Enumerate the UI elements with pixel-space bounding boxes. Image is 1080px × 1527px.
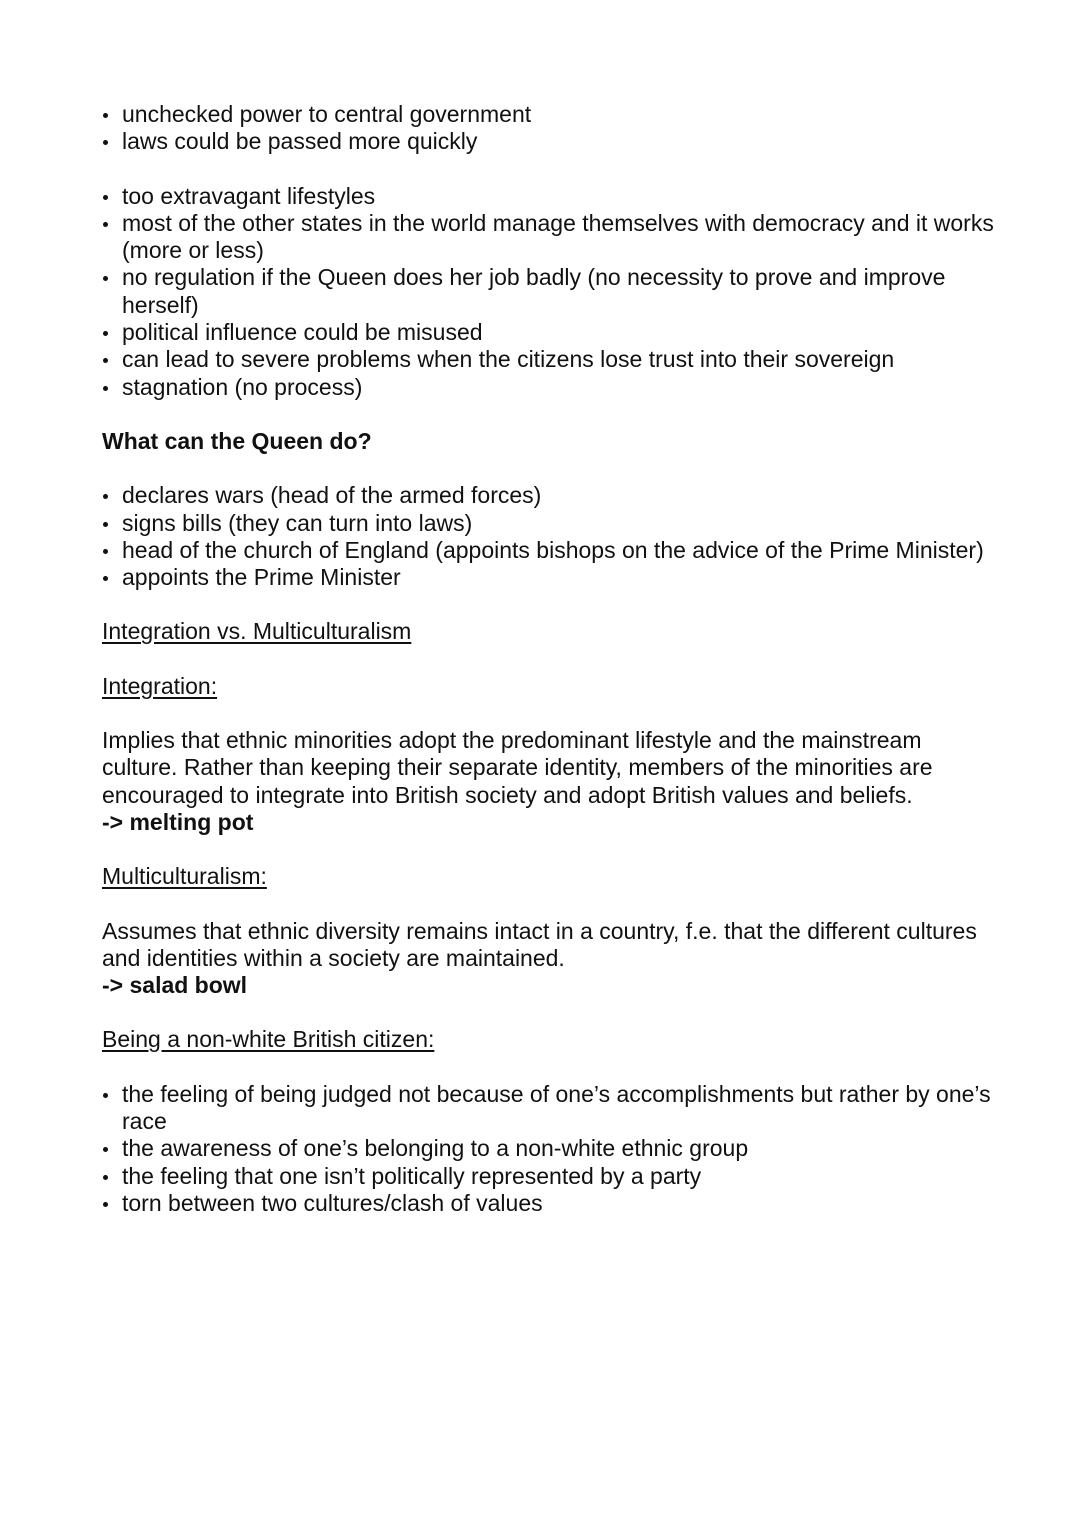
list-item: signs bills (they can turn into laws) (102, 510, 1002, 537)
integration-heading: Integration: (102, 672, 218, 699)
list-item: torn between two cultures/clash of values (102, 1190, 1002, 1217)
arguments-against-list (102, 183, 1002, 401)
list-item: can lead to severe problems when the citizens lose trust into their sovereign (102, 346, 1002, 373)
salad-bowl-label: -> salad bowl (102, 972, 248, 999)
list-item: political influence could be misused (102, 319, 1002, 346)
list-item: stagnation (no process) (102, 374, 1002, 401)
queen-powers-list (102, 482, 1002, 591)
integration-vs-heading: Integration vs. Multiculturalism (102, 618, 412, 645)
list-item: no regulation if the Queen does her job badly (no necessity to prove and improve herself) (102, 264, 1002, 319)
nonwhite-experience-list (102, 1081, 1002, 1217)
list-item: laws could be passed more quickly (102, 128, 1002, 155)
multiculturalism-paragraph: Assumes that ethnic diversity remains intact in a country, f.e. that the different cultures and identities within a society are maintained. (102, 917, 977, 971)
list-item: most of the other states in the world manage themselves with democracy and it works (more or less) (102, 210, 1002, 265)
arguments-for-list (102, 101, 1002, 156)
melting-pot-label: -> melting pot (102, 808, 254, 835)
queen-heading: What can the Queen do? (102, 427, 372, 454)
list-item: appoints the Prime Minister (102, 564, 1002, 591)
multiculturalism-heading: Multiculturalism: (102, 863, 267, 890)
document-page (102, 101, 1002, 1217)
list-item: unchecked power to central government (102, 101, 1002, 128)
list-item: declares wars (head of the armed forces) (102, 482, 1002, 509)
list-item: the feeling of being judged not because of one’s accomplishments but rather by one’s race (102, 1081, 1002, 1136)
nonwhite-heading: Being a non-white British citizen: (102, 1026, 435, 1053)
list-item: the awareness of one’s belonging to a non-white ethnic group (102, 1135, 1002, 1162)
integration-paragraph: Implies that ethnic minorities adopt the predominant lifestyle and the mainstream culture. Rather than keeping their separate identity, members of the minorities are encouraged to integrate into British society and adopt British values and beliefs. (102, 727, 933, 808)
list-item: too extravagant lifestyles (102, 183, 1002, 210)
list-item: the feeling that one isn’t politically represented by a party (102, 1163, 1002, 1190)
list-item: head of the church of England (appoints bishops on the advice of the Prime Minister) (102, 537, 1002, 564)
